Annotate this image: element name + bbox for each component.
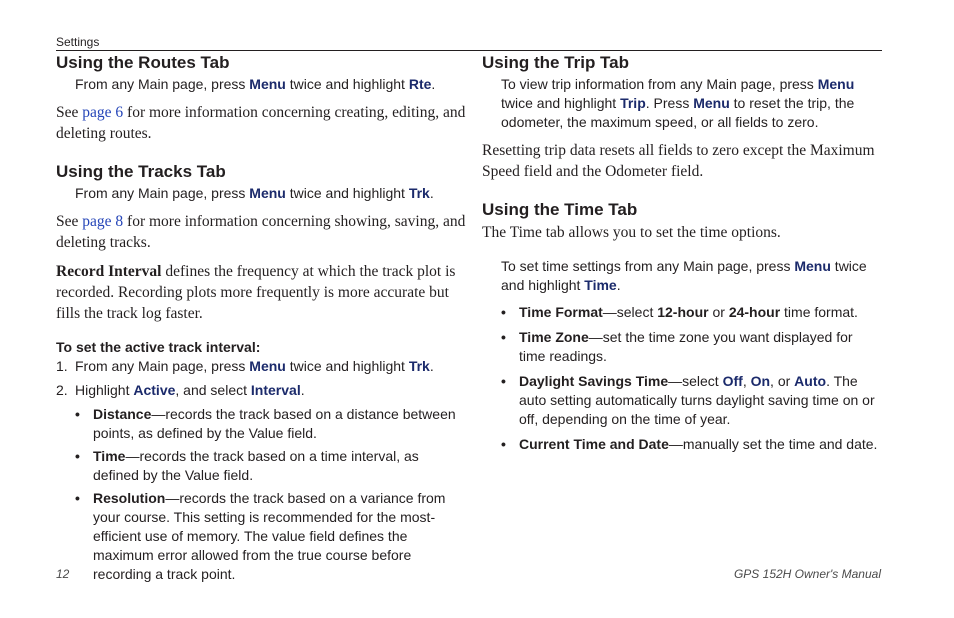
list-item: • Time Zone—set the time zone you want displayed for time readings. — [501, 329, 853, 364]
page-8-link[interactable]: page 8 — [82, 213, 124, 230]
rte-key: Rte — [408, 76, 432, 92]
tracks-heading: Using the Tracks Tab — [56, 162, 226, 181]
menu-key: Menu — [249, 76, 286, 92]
header-rule — [56, 50, 882, 51]
bullet-icon: • — [501, 373, 506, 389]
routes-see-paragraph: See page 6 for more information concerning creating, editing, and deleting routes. — [56, 104, 466, 142]
time-intro: To set time settings from any Main page, press Menu twice and highlight Time. — [501, 258, 867, 293]
list-item: • Resolution—records the track based on a variance from your course. This setting is recommended for the most-efficient use of memory. The value field defines the maximum error allowed from the true course before recording a track point. — [75, 490, 446, 582]
right-column — [482, 53, 882, 458]
interval-options-list — [56, 405, 466, 584]
page-6-link[interactable]: page 6 — [82, 104, 124, 121]
list-item: • Current Time and Date—manually set the time and date. — [501, 436, 878, 452]
list-item: • Time Format—select 12-hour or 24-hour time format. — [501, 304, 858, 320]
bullet-icon: • — [501, 436, 506, 452]
time-options-list — [482, 303, 882, 454]
step-1: 1. From any Main page, press Menu twice and highlight Trk. — [56, 358, 434, 374]
footer-manual-title: GPS 152H Owner's Manual — [733, 567, 881, 581]
list-item: • Daylight Savings Time—select Off, On, or Auto. The auto setting automatically turns daylight saving time on or off, depending on the time of year. — [501, 373, 875, 427]
left-column — [56, 53, 466, 588]
footer-page-number: 12 — [56, 567, 70, 581]
trk-key: Trk — [408, 185, 430, 201]
list-item: • Distance—records the track based on a distance between points, as defined by the Value field. — [75, 406, 456, 441]
trip-heading: Using the Trip Tab — [482, 53, 630, 72]
header-section-label: Settings — [56, 35, 100, 49]
bullet-icon: • — [75, 490, 80, 506]
tracks-see-paragraph: See page 8 for more information concerning showing, saving, and deleting tracks. — [56, 213, 466, 251]
step-2: 2. Highlight Active, and select Interval. — [56, 382, 305, 398]
list-item: • Time—records the track based on a time interval, as defined by the Value field. — [75, 448, 419, 483]
bullet-icon: • — [501, 329, 506, 345]
routes-heading: Using the Routes Tab — [56, 53, 230, 72]
bullet-icon: • — [501, 304, 506, 320]
routes-intro: From any Main page, press Menu twice and highlight Rte. — [75, 76, 436, 92]
bullet-icon: • — [75, 448, 80, 464]
trip-intro: To view trip information from any Main page, press Menu twice and highlight Trip. Press Menu to reset the trip, the odometer, the maximum speed, or all fields to zero. — [501, 76, 855, 130]
time-heading: Using the Time Tab — [482, 200, 638, 219]
menu-key: Menu — [249, 185, 286, 201]
time-tab-note: The Time tab allows you to set the time options. — [482, 224, 781, 241]
trip-reset-note: Resetting trip data resets all fields to zero except the Maximum Speed field and the Odometer field. — [482, 142, 875, 180]
procedure-heading: To set the active track interval: — [56, 339, 261, 355]
record-interval-paragraph: Record Interval defines the frequency at which the track plot is recorded. Recording plots more frequently is more accurate but fills the track log faster. — [56, 263, 456, 322]
bullet-icon: • — [75, 406, 80, 422]
tracks-intro: From any Main page, press Menu twice and highlight Trk. — [75, 185, 434, 201]
